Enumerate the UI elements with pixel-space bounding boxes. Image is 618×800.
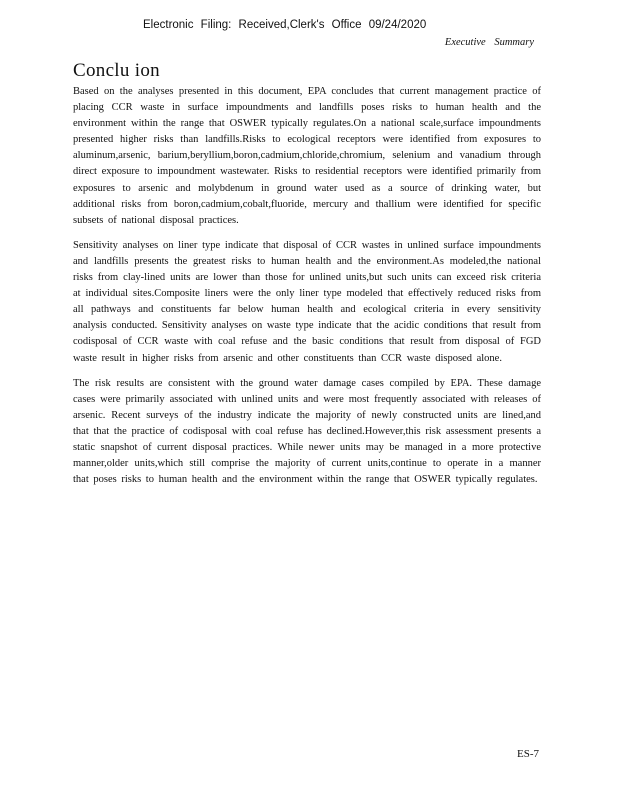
section-title: Conclu ion: [73, 60, 160, 81]
paragraph-risk-results: The risk results are consistent with the ground water damage cases compiled by EPA. These damage cases were primarily associated with unlined units and were most frequently associated with releases of arsenic. Recent surveys of the industry indicate the majority of newly constructed units are lined,and that that the practice of codisposal with coal refuse has declined.However,this risk assessment presents a static snapshot of current disposal practices. While newer units may be managed in a more protective manner,older units,which still comprise the majority of current units,continue to operate in a manner that poses risks to human health and the environment within the range that OSWER typically regulates.: [73, 377, 541, 486]
paragraph-sensitivity-analyses: Sensitivity analyses on liner type indicate that disposal of CCR wastes in unlined surface impoundments and landfills presents the greatest risks to human health and the environment.As modeled,the national risks from clay-lined units are lower than those for unlined units,but such units can exceed risk criteria at individual sites.Composite liners were the only liner type modeled that effectively reduced risks from all pathways and constituents far below human health and ecological criteria in every sensitivity analysis conducted. Sensitivity analyses on waste type indicate that the acidic conditions that result from codisposal of CCR waste with coal refuse and the basic conditions that result from disposal of FGD waste result in higher risks from arsenic and other constituents than CCR waste disposed alone.: [73, 239, 541, 364]
body-text: [73, 84, 541, 497]
filing-stamp-header: Electronic Filing: Received,Clerk's Office 09/24/2020: [143, 19, 427, 31]
section-label: Executive Summary: [444, 37, 534, 48]
paragraph-conclusions: Based on the analyses presented in this document, EPA concludes that current management practice of placing CCR waste in surface impoundments and landfills poses risks to human health and the environment within the range that OSWER typically regulates.On a national scale,surface impoundments presented higher risks than landfills.Risks to ecological receptors were identified from exposures to aluminum,arsenic, barium,beryllium,boron,cadmium,chloride,chromium, selenium and vanadium through direct exposure to impoundment wastewater. Risks to residential receptors were identified primarily from exposures to arsenic and molybdenum in ground water used as a source of drinking water, but additional risks from boron,cadmium,cobalt,fluoride, mercury and thallium were identified for specific subsets of national disposal practices.: [73, 86, 541, 226]
page-number: ES-7: [517, 748, 539, 760]
